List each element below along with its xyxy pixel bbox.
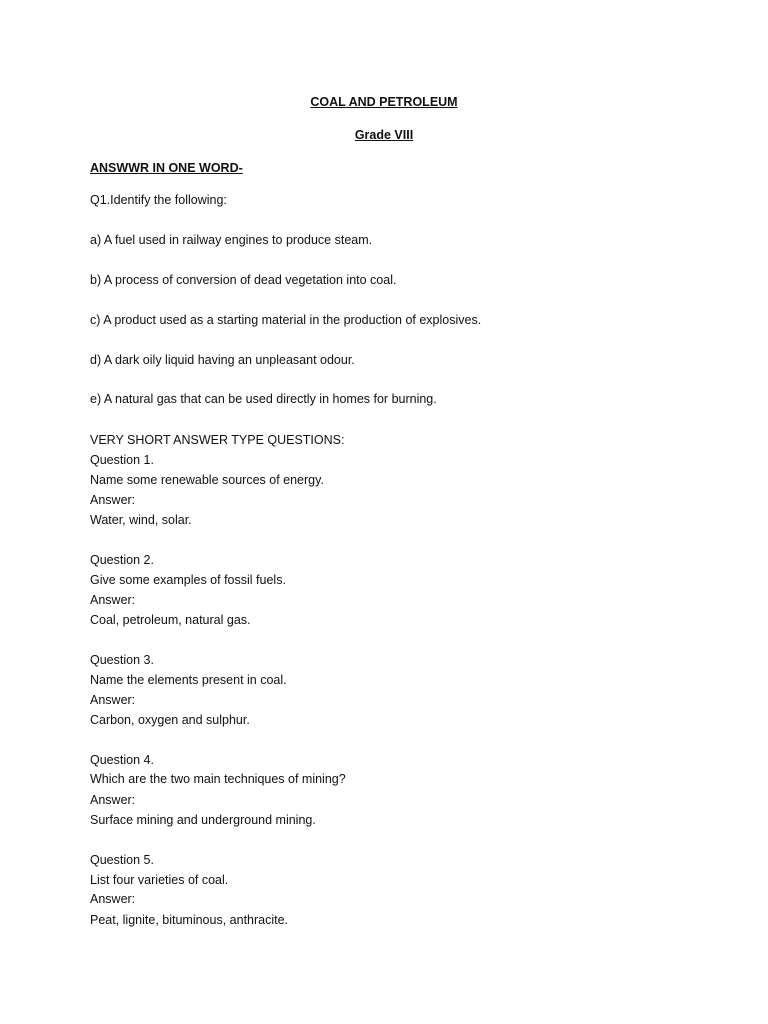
answer-label: Answer: (90, 892, 136, 906)
answer-text: Peat, lignite, bituminous, anthracite. (90, 913, 289, 927)
question-text: Which are the two main techniques of mining? (90, 772, 346, 786)
question-label: Question 1. (90, 453, 154, 467)
grade-label: Grade VIII (354, 128, 414, 142)
document-title-row (0, 94, 768, 110)
grade-row (0, 127, 768, 143)
question-text: Give some examples of fossil fuels. (90, 573, 286, 587)
question-label: Question 4. (90, 753, 154, 767)
question-label: Question 5. (90, 853, 154, 867)
question-text: List four varieties of coal. (90, 873, 229, 887)
identify-item-d: d) A dark oily liquid having an unpleasant odour. (90, 353, 355, 367)
section-heading: ANSWWR IN ONE WORD- (90, 161, 243, 175)
document-title: COAL AND PETROLEUM (310, 95, 458, 109)
answer-text: Carbon, oxygen and sulphur. (90, 713, 250, 727)
answer-label: Answer: (90, 493, 136, 507)
answer-label: Answer: (90, 693, 136, 707)
question-text: Name some renewable sources of energy. (90, 473, 324, 487)
answer-text: Coal, petroleum, natural gas. (90, 613, 251, 627)
answer-label: Answer: (90, 593, 136, 607)
question-label: Question 3. (90, 653, 154, 667)
q1-intro: Q1.Identify the following: (90, 193, 227, 207)
answer-text: Water, wind, solar. (90, 513, 192, 527)
question-label: Question 2. (90, 553, 154, 567)
vsa-heading: VERY SHORT ANSWER TYPE QUESTIONS: (90, 433, 345, 447)
question-text: Name the elements present in coal. (90, 673, 287, 687)
identify-item-b: b) A process of conversion of dead vegetation into coal. (90, 273, 397, 287)
answer-label: Answer: (90, 793, 136, 807)
answer-text: Surface mining and underground mining. (90, 813, 316, 827)
identify-item-c: c) A product used as a starting material in the production of explosives. (90, 313, 482, 327)
identify-item-e: e) A natural gas that can be used directly in homes for burning. (90, 392, 437, 406)
identify-item-a: a) A fuel used in railway engines to produce steam. (90, 233, 373, 247)
